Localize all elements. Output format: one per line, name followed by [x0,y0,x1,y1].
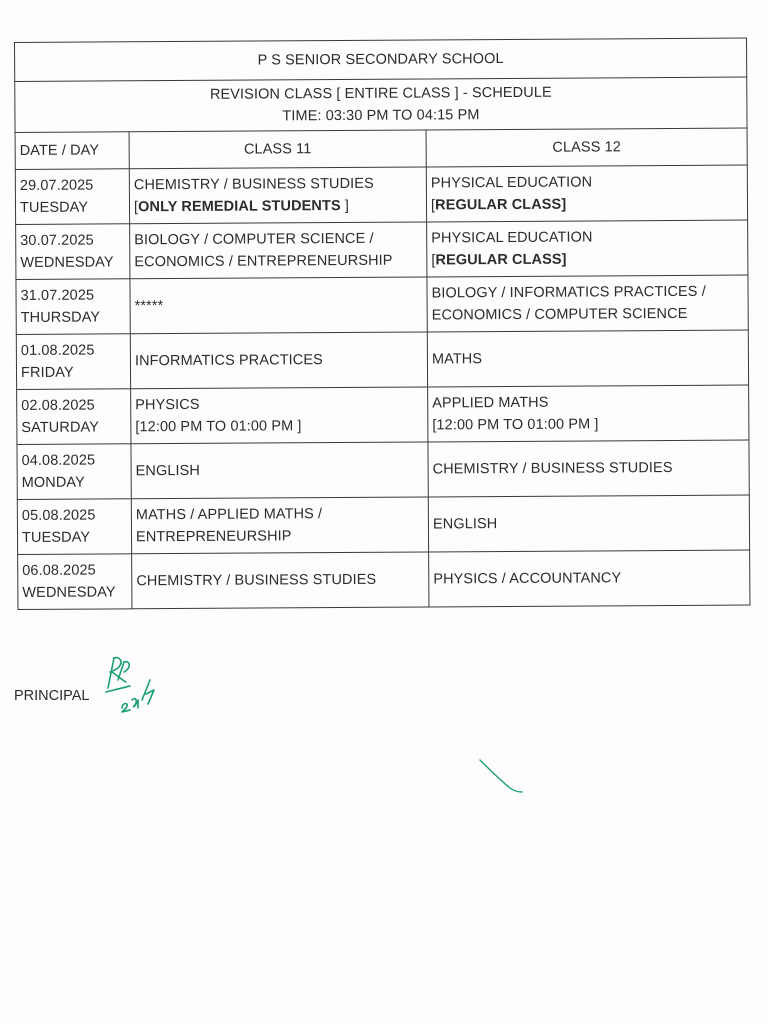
subject-line: ECONOMICS / ENTREPRENEURSHIP [134,252,393,271]
class-11-cell [130,222,427,279]
header-class-11: CLASS 11 [129,130,426,169]
date-cell [17,499,131,555]
class-11-cell [130,277,427,334]
date-cell [17,389,131,445]
date-cell [16,224,130,280]
subject-line: ENGLISH [135,462,201,480]
schedule-sheet [14,38,751,610]
bracket-open: [ [431,252,436,269]
class-11-cell [131,442,428,499]
class-12-cell [428,385,749,442]
table-row [18,550,750,609]
class-11-cell [132,552,429,609]
class-12-cell [428,495,749,552]
date-value: 30.07.2025 [20,232,94,249]
class-12-cell [428,440,749,497]
subject-line: MATHS / APPLIED MATHS / [135,506,323,524]
class-note: ONLY REMEDIAL STUDENTS [138,198,341,216]
date-value: 31.07.2025 [20,287,95,304]
subject-line [134,195,422,219]
subject-line: CHEMISTRY / BUSINESS STUDIES [432,459,673,478]
subject-line: CHEMISTRY / BUSINESS STUDIES [136,571,377,590]
class-note: REGULAR CLASS] [435,251,567,269]
schedule-title-cell [15,77,747,132]
day-value: WEDNESDAY [22,584,116,601]
date-cell [17,444,131,500]
bracket-open: [ [430,197,436,214]
header-class-12: CLASS 12 [426,128,747,167]
day-value: WEDNESDAY [20,254,114,271]
principal-label: PRINCIPAL [14,688,90,704]
subject-line: MATHS [431,351,483,368]
subject-line: ***** [134,298,164,315]
day-value: SATURDAY [21,419,100,436]
schedule-title: REVISION CLASS [ ENTIRE CLASS ] - SCHEDULE [209,84,552,103]
day-value: THURSDAY [20,309,101,326]
table-row [17,495,749,554]
subject-line: PHYSICAL EDUCATION [430,174,593,192]
class-12-cell [427,330,748,387]
day-value: MONDAY [21,474,85,491]
subject-line: PHYSICS [135,396,200,414]
title-row [15,38,747,81]
ink-mark [476,756,532,800]
date-value: 04.08.2025 [21,452,96,469]
class-12-cell [429,550,750,607]
date-value: 01.08.2025 [20,342,95,359]
subject-line: ENTREPRENEURSHIP [135,528,292,546]
date-cell [16,279,130,335]
bracket-open: [ [133,199,139,216]
class-12-cell [427,220,748,277]
principal-signature [96,650,166,720]
date-cell [18,554,132,610]
subject-line: PHYSICAL EDUCATION [431,229,593,247]
class-11-cell [131,497,428,554]
table-row [17,385,749,444]
class-12-cell [426,165,747,222]
day-value: TUESDAY [19,199,89,216]
subject-line: APPLIED MATHS [432,394,549,412]
subject-line: ENGLISH [432,516,498,533]
class-note: REGULAR CLASS] [435,196,567,214]
table-row [16,220,748,279]
bracket-close: ] [340,197,350,215]
subject-line: ECONOMICS / COMPUTER SCIENCE [431,305,688,324]
date-cell [16,334,130,390]
schedule-time: TIME: 03:30 PM TO 04:15 PM [282,107,480,125]
subject-line: [12:00 PM TO 01:00 PM ] [432,416,599,434]
class-11-cell [131,387,428,444]
class-11-cell [129,167,426,224]
date-value: 29.07.2025 [19,177,94,194]
table-row [17,440,749,499]
table-row [15,165,747,224]
header-date: DATE / DAY [15,132,129,170]
subject-line: BIOLOGY / COMPUTER SCIENCE / [134,230,374,249]
subject-line: PHYSICS / ACCOUNTANCY [433,570,622,588]
subject-line: CHEMISTRY / BUSINESS STUDIES [133,175,374,194]
subject-line [431,193,743,217]
class-11-cell [130,332,427,389]
schedule-table [14,38,750,610]
day-value: TUESDAY [21,529,91,546]
table-row [16,275,748,334]
subject-line: BIOLOGY / INFORMATICS PRACTICES / [431,283,706,302]
subject-line: INFORMATICS PRACTICES [134,352,323,370]
subject-line: [12:00 PM TO 01:00 PM ] [135,418,302,436]
date-cell [15,169,129,225]
class-12-cell [427,275,748,332]
date-value: 06.08.2025 [22,562,96,579]
header-row [15,128,747,169]
school-name: P S SENIOR SECONDARY SCHOOL [15,38,747,81]
date-value: 05.08.2025 [21,507,96,524]
date-value: 02.08.2025 [21,397,95,414]
subtitle-row [15,77,747,132]
day-value: FRIDAY [20,364,74,381]
subject-line [431,248,743,272]
table-row [16,330,748,389]
